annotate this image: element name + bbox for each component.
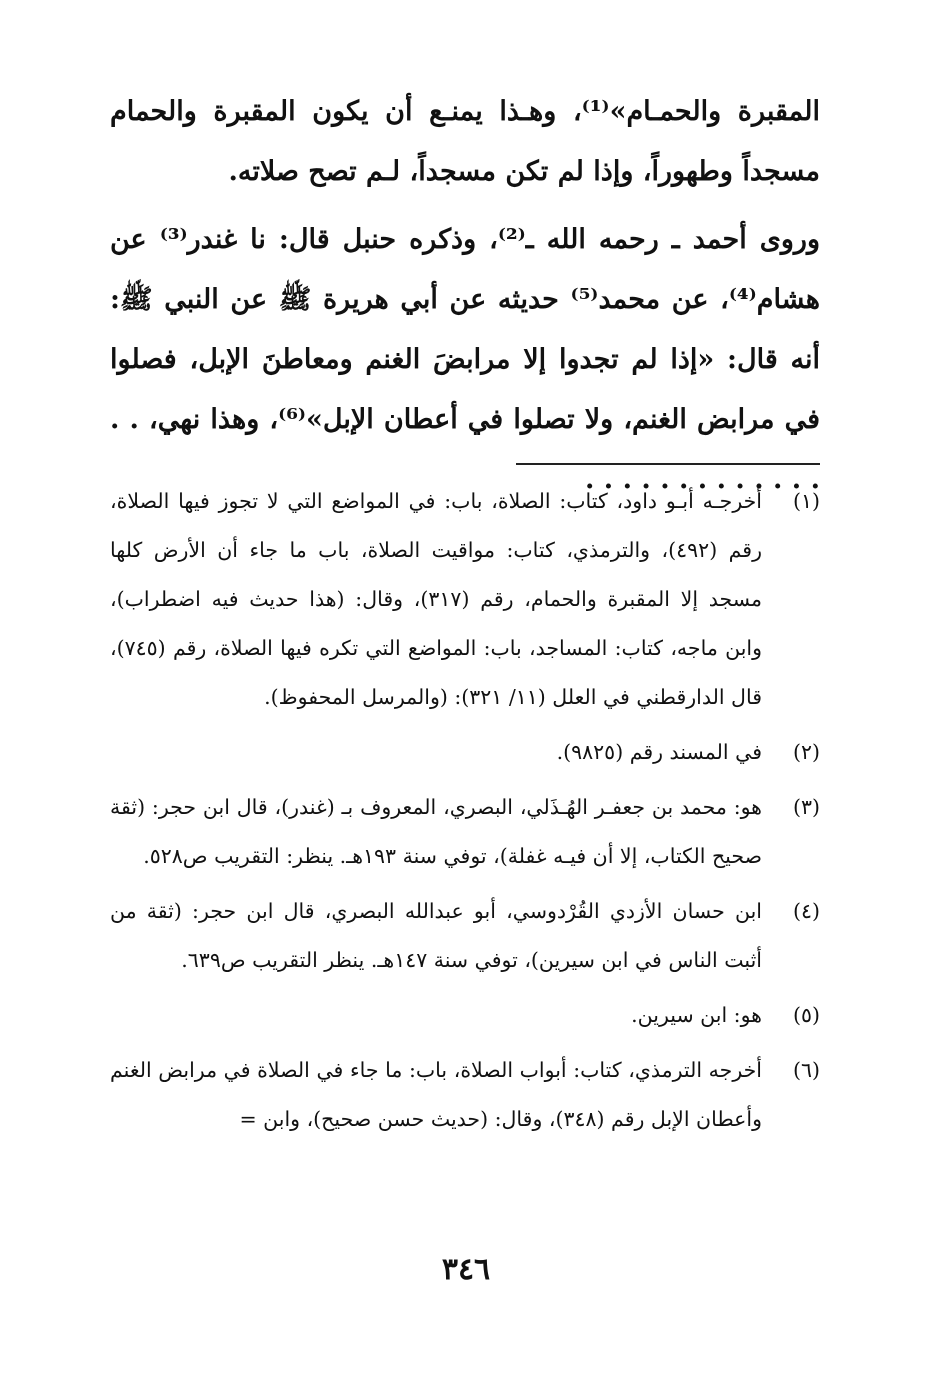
footnote-text: في المسند رقم (٩٨٢٥). bbox=[556, 740, 762, 764]
footnote-text: أخرجه الترمذي، كتاب: أبواب الصلاة، باب: ما جاء في الصلاة في مرابض الغنم وأعطان الإبل رقم (٣٤٨)، وقال: (حديث حسن صحيح)، وابن = bbox=[110, 1058, 762, 1131]
footnote-text: هو: محمد بن جعفـر الهُـذَلي، البصري، المعروف بـ (غندر)، قال ابن حجر: (ثقة صحيح الكتاب، إلا أن فيـه غفلة)، توفي سنة ١٩٣هـ. ينظر: التقريب ص٥٢٨. bbox=[110, 795, 762, 868]
footnote-text: ابن حسان الأزدي القُرْدوسي، أبو عبدالله البصري، قال ابن حجر: (ثقة من أثبت الناس في ابن سيرين)، توفي سنة ١٤٧هـ. ينظر التقريب ص٦٣٩. bbox=[110, 899, 762, 972]
footnote bbox=[110, 783, 820, 881]
footnote-text: هو: ابن سيرين. bbox=[631, 1003, 762, 1027]
footnote bbox=[110, 991, 820, 1040]
footnote-number: (٤) bbox=[792, 899, 820, 923]
paragraph: المقبرة والحمـام»⁽¹⁾، وهـذا يمنـع أن يكون المقبرة والحمام مسجداً وطهوراً، وإذا لم تكن مسجداً، لـم تصح صلاته. bbox=[110, 96, 820, 187]
paragraph: وروى أحمد ـ رحمه الله ـ⁽²⁾، وذكره حنبل قال: نا غندر⁽³⁾ عن هشام⁽⁴⁾، عن محمد⁽⁵⁾ حديثه عن أبي هريرة ﷺ عن النبي ﷺ: أنه قال: «إذا لم تجدوا إلا مرابضَ الغنم ومعاطنَ الإبل، فصلوا في مرابض الغنم، ولا تصلوا في أعطان الإبل»⁽⁶⁾، وهذا نهي، . . . . . . . . . . . . . . . bbox=[110, 224, 820, 495]
footnote bbox=[110, 1046, 820, 1144]
footnotes bbox=[110, 477, 820, 1144]
page-number: ٣٤٦ bbox=[441, 1252, 491, 1287]
footnote-number: (٣) bbox=[792, 795, 820, 819]
footnote bbox=[110, 887, 820, 985]
footnote bbox=[110, 728, 820, 777]
footnote-number: (٦) bbox=[792, 1058, 820, 1082]
footnote-number: (١) bbox=[792, 489, 820, 513]
footnote-text: أخرجـه أبـو داود، كتاب: الصلاة، باب: في المواضع التي لا تجوز فيها الصلاة، رقم (٤٩٢)، والترمذي، كتاب: مواقيت الصلاة، باب ما جاء أن الأرض كلها مسجد إلا المقبرة والحمام، رقم (٣١٧)، وقال: (هذا حديث فيه اضطراب)، وابن ماجه، كتاب: المساجد، باب: المواضع التي تكره فيها الصلاة، رقم (٧٤٥)، قال الدارقطني في العلل (١١/ ٣٢١): (والمرسل المحفوظ). bbox=[110, 489, 763, 709]
main-text bbox=[110, 82, 820, 510]
footnote bbox=[110, 477, 820, 722]
footnote-separator bbox=[516, 463, 820, 465]
footnote-number: (٢) bbox=[792, 740, 820, 764]
footnote-number: (٥) bbox=[792, 1003, 820, 1027]
